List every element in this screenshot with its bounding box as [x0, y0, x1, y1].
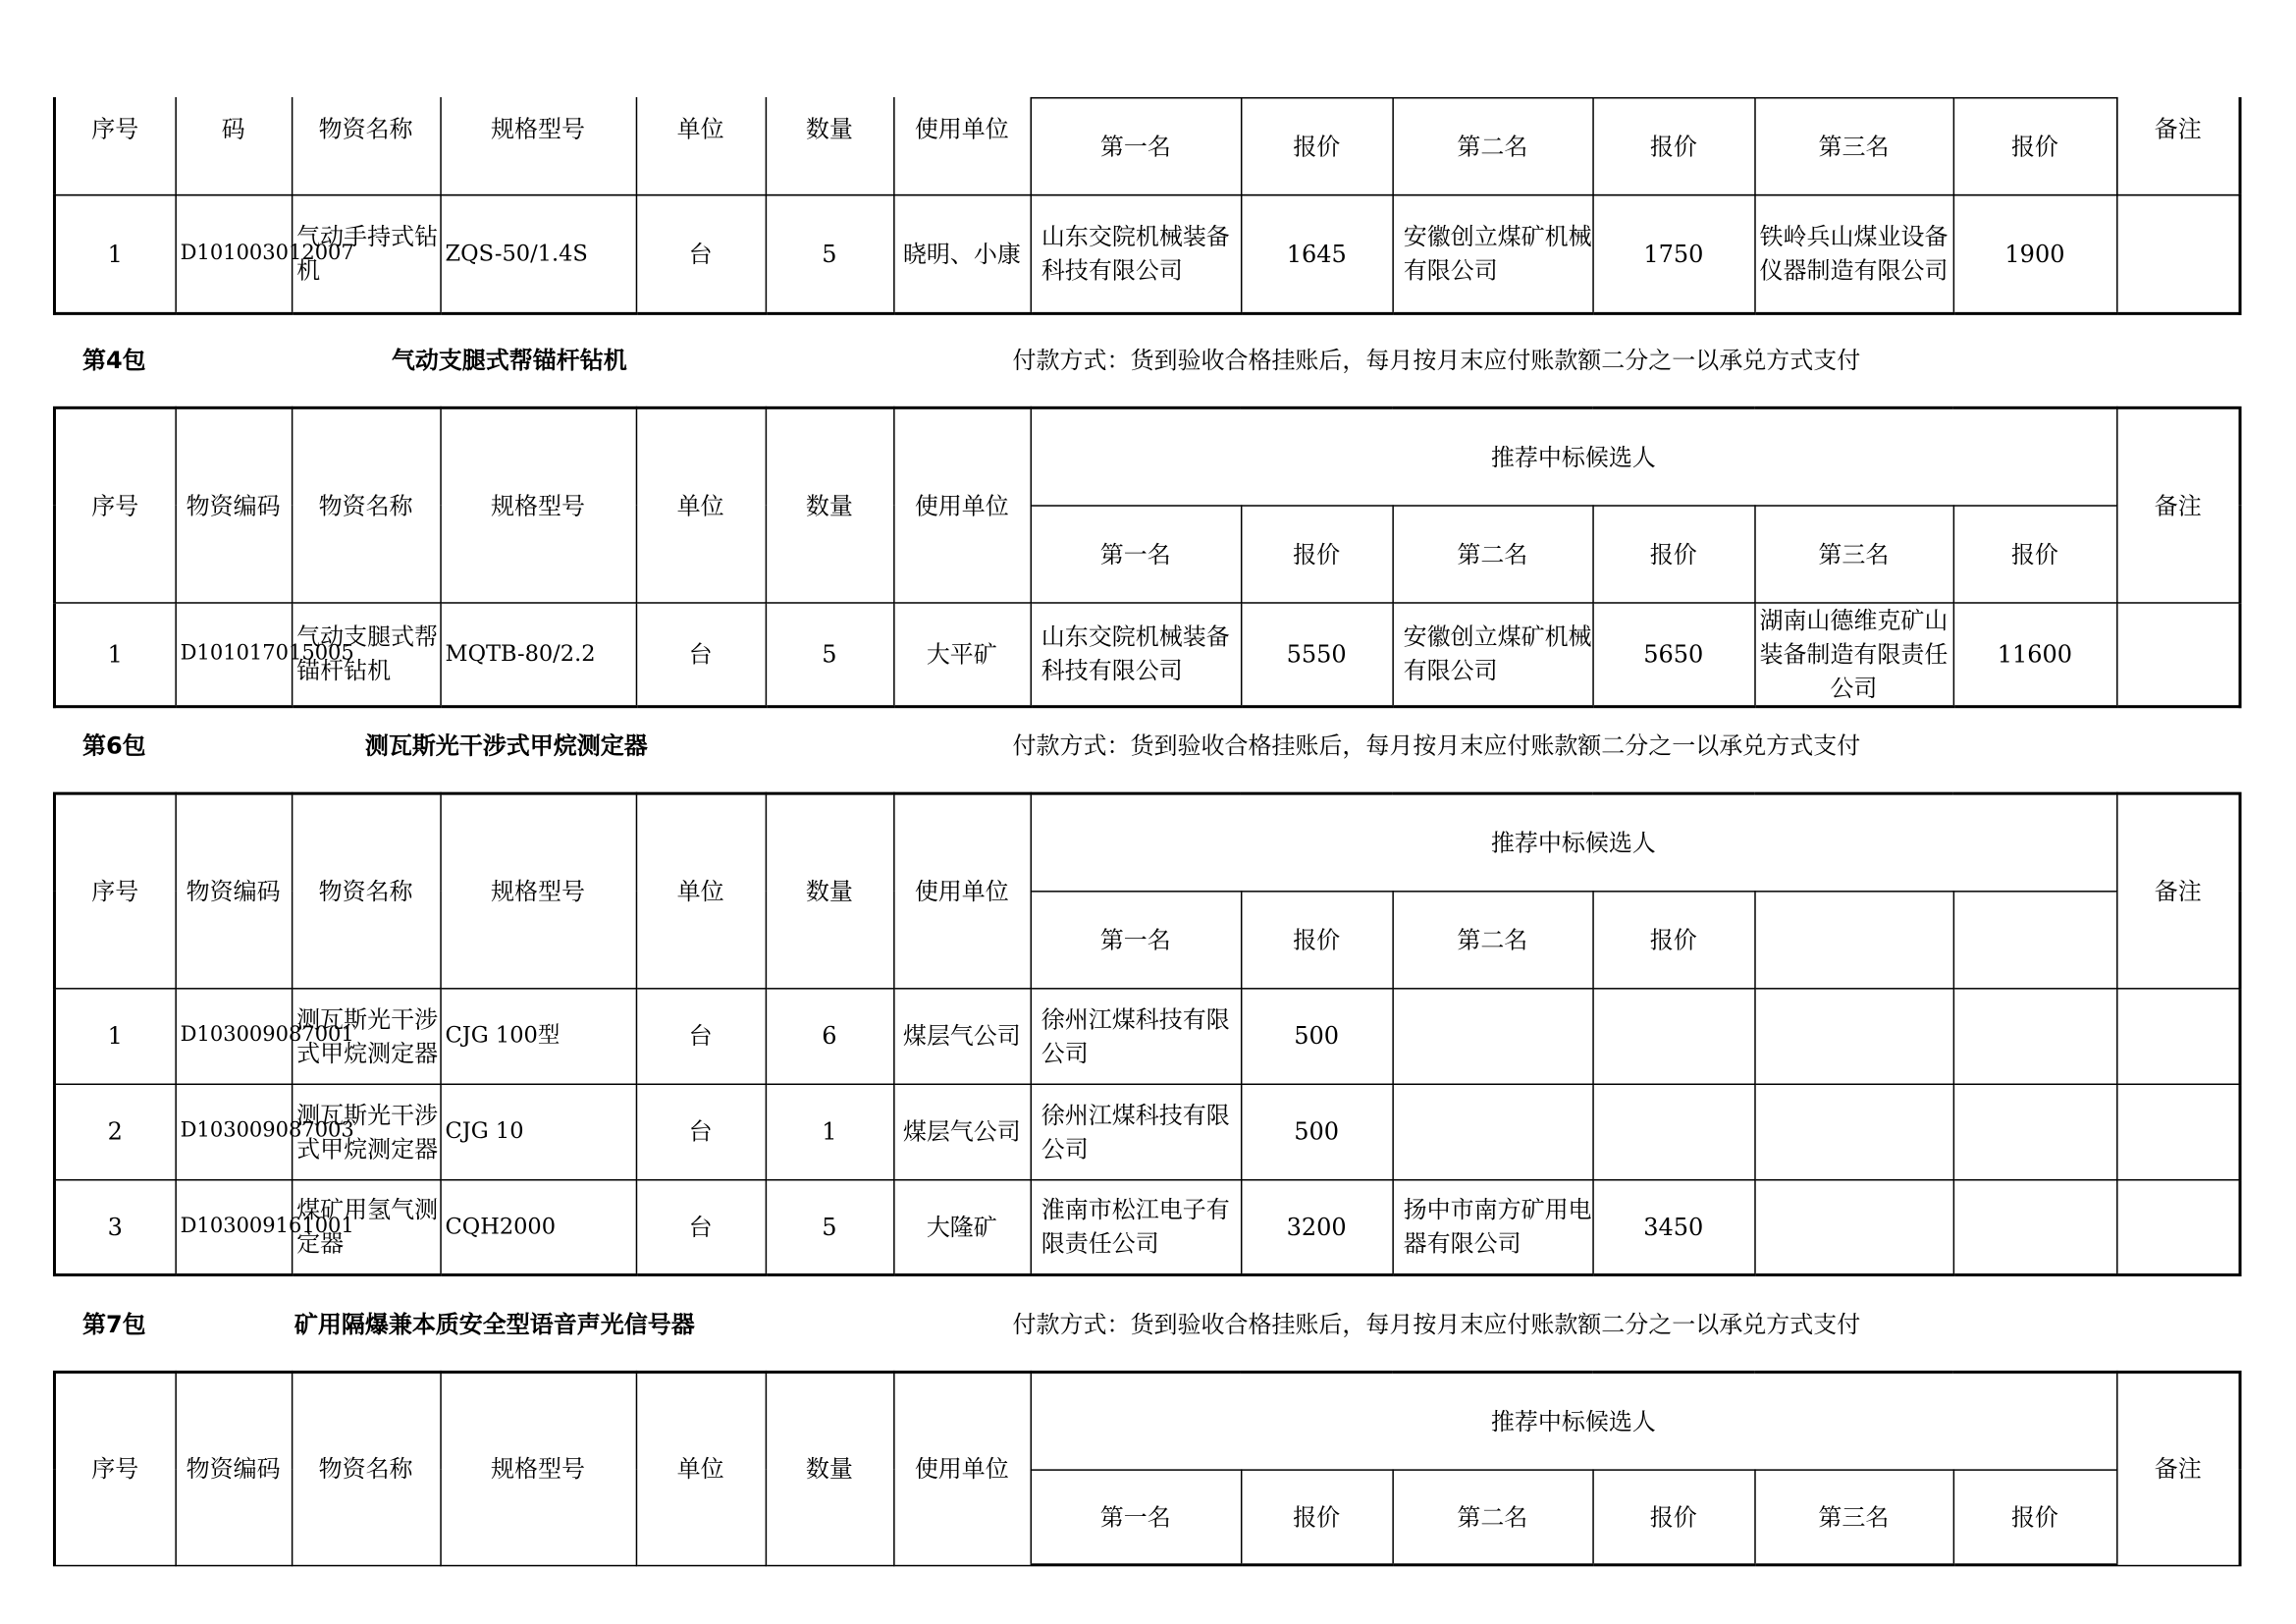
header-price-2: 报价	[1592, 98, 1754, 195]
header-code: 物资编码	[175, 407, 291, 602]
header-unit: 单位	[636, 97, 766, 194]
header-index: 序号	[54, 97, 175, 194]
header-remarks: 备注	[2116, 793, 2240, 988]
package-6-table	[53, 792, 2242, 1276]
header-price-3: 报价	[1953, 1469, 2116, 1564]
header-rank-2: 第二名	[1392, 891, 1592, 988]
header-name: 物资名称	[292, 97, 440, 194]
header-rank-1: 第一名	[1031, 505, 1241, 602]
header-price-1: 报价	[1241, 98, 1392, 195]
package-title: 气动支腿式帮锚杆钻机	[391, 346, 627, 374]
package-title: 测瓦斯光干涉式甲烷测定器	[364, 731, 648, 760]
header-price-3: 报价	[1953, 505, 2116, 602]
header-remarks: 备注	[2116, 97, 2240, 194]
header-price-1: 报价	[1241, 1469, 1392, 1564]
header-rank-3: 第三名	[1754, 505, 1952, 602]
header-remarks: 备注	[2116, 407, 2240, 602]
table-row: 1 D103009087001 测瓦斯光干涉式甲烷测定器 CJG 100型 台 6 煤层气公司 徐州江煤科技有限公司 500	[54, 988, 2240, 1083]
header-index: 序号	[54, 407, 175, 602]
header-quantity: 数量	[766, 793, 893, 988]
header-spec: 规格型号	[440, 793, 635, 988]
header-name: 物资名称	[292, 793, 440, 988]
package-3-table-body	[53, 97, 2242, 314]
header-code: 物资编码	[175, 1372, 291, 1564]
table-row: 2 D103009087003 测瓦斯光干涉式甲烷测定器 CJG 10 台 1 煤层气公司 徐州江煤科技有限公司 500	[54, 1084, 2240, 1179]
header-unit: 单位	[636, 1372, 766, 1564]
header-code: 物资编码	[175, 793, 291, 988]
table-row: 1 D101017015005 气动支腿式帮锚杆钻机 MQTB-80/2.2 台 5 大平矿 山东交院机械装备科技有限公司 5550 安徽创立煤矿机械有限公司 5650 湖南山德维克矿山装备制造有限责任公司 11600	[54, 602, 2240, 706]
header-quantity: 数量	[766, 1372, 893, 1564]
header-rank-1: 第一名	[1031, 891, 1241, 988]
header-quantity: 数量	[766, 97, 893, 194]
header-unit: 单位	[636, 407, 766, 602]
header-index: 序号	[54, 793, 175, 988]
header-candidates: 推荐中标候选人	[1031, 1372, 2117, 1469]
header-price-2: 报价	[1592, 1469, 1754, 1564]
header-rank-2: 第二名	[1392, 1469, 1592, 1564]
header-name: 物资名称	[292, 1372, 440, 1564]
header-price-1: 报价	[1241, 891, 1392, 988]
header-rank-1: 第一名	[1031, 1469, 1241, 1564]
package-label: 第6包	[81, 731, 146, 760]
package-4-heading	[82, 345, 2231, 377]
header-user-unit: 使用单位	[893, 407, 1030, 602]
header-quantity: 数量	[766, 407, 893, 602]
table-row: 3 D103009161001 煤矿用氢气测定器 CQH2000 台 5 大隆矿 淮南市松江电子有限责任公司 3200 扬中市南方矿用电器有限公司 3450	[54, 1179, 2240, 1274]
header-rank-2: 第二名	[1392, 98, 1592, 195]
header-spec: 规格型号	[440, 97, 635, 194]
header-price-2: 报价	[1592, 891, 1754, 988]
payment-terms: 付款方式：货到验收合格挂账后，每月按月末应付账款额二分之一以承兑方式支付	[1012, 346, 1861, 374]
package-4-table	[53, 406, 2242, 708]
package-title: 矿用隔爆兼本质安全型语音声光信号器	[294, 1310, 695, 1338]
header-empty	[1754, 891, 1952, 988]
header-user-unit: 使用单位	[893, 793, 1030, 988]
header-code: 码	[175, 97, 291, 194]
package-7-heading	[82, 1309, 2231, 1341]
header-price-2: 报价	[1592, 505, 1754, 602]
package-label: 第7包	[81, 1310, 146, 1338]
header-rank-2: 第二名	[1392, 505, 1592, 602]
header-rank-1: 第一名	[1031, 98, 1241, 195]
header-rank-3: 第三名	[1754, 98, 1952, 195]
header-spec: 规格型号	[440, 1372, 635, 1564]
header-remarks: 备注	[2116, 1372, 2240, 1564]
header-candidates: 推荐中标候选人	[1031, 793, 2117, 891]
header-price-3: 报价	[1953, 98, 2116, 195]
package-label: 第4包	[81, 346, 146, 374]
payment-terms: 付款方式：货到验收合格挂账后，每月按月末应付账款额二分之一以承兑方式支付	[1012, 1310, 1861, 1338]
header-candidates: 推荐中标候选人	[1031, 407, 2117, 505]
header-user-unit: 使用单位	[893, 97, 1030, 194]
header-unit: 单位	[636, 793, 766, 988]
table-row: 1 D101003012007 气动手持式钻机 ZQS-50/1.4S 台 5 晓明、小康 山东交院机械装备科技有限公司 1645 安徽创立煤矿机械有限公司 1750 铁岭兵山煤业设备仪器制造有限公司 1900	[54, 195, 2240, 313]
header-index: 序号	[54, 1372, 175, 1564]
package-7-table	[53, 1371, 2242, 1566]
header-spec: 规格型号	[440, 407, 635, 602]
header-user-unit: 使用单位	[893, 1372, 1030, 1564]
header-empty	[1953, 891, 2116, 988]
header-rank-3: 第三名	[1754, 1469, 1952, 1564]
header-price-1: 报价	[1241, 505, 1392, 602]
package-6-heading	[82, 731, 2231, 763]
header-name: 物资名称	[292, 407, 440, 602]
payment-terms: 付款方式：货到验收合格挂账后，每月按月末应付账款额二分之一以承兑方式支付	[1012, 731, 1861, 760]
